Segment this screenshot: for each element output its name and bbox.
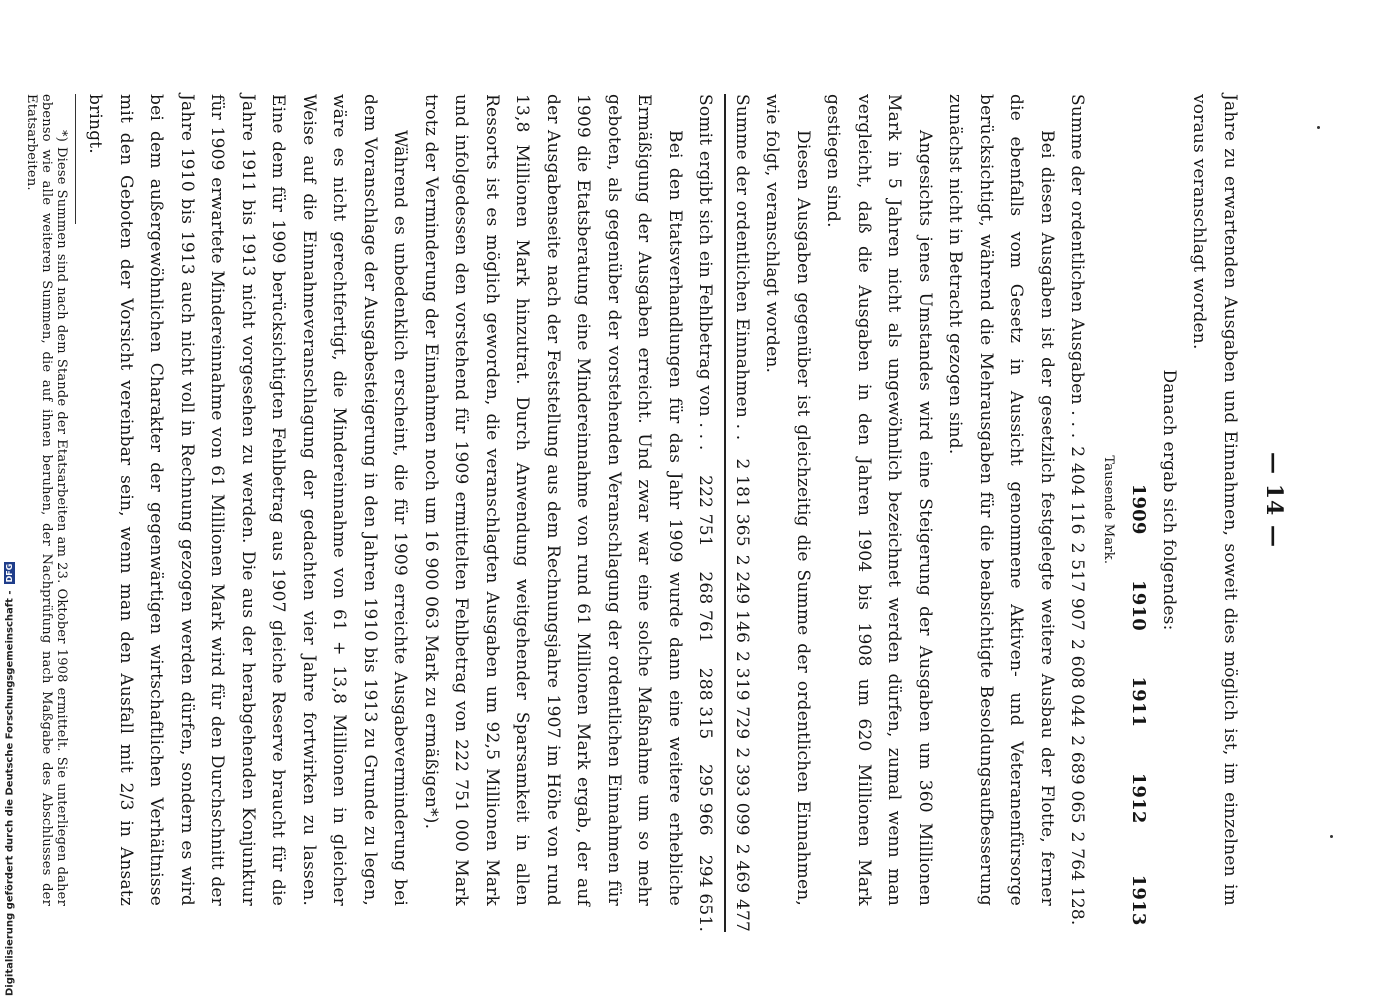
row-label: Summe der ordentlichen Einnahmen . . — [732, 94, 752, 441]
year-1909: 1909 — [1128, 483, 1150, 535]
paragraph: Diesen Ausgaben gegenüber ist gleichzeitig die Summe der ordentlichen Einnahmen, wie folgt, veranschlagt worden. — [762, 94, 813, 906]
table-rule — [721, 94, 726, 932]
expenses-table — [1062, 94, 1154, 926]
paragraph: Während es unbedenklich erscheint, die für 1909 erreichte Ausgabeverminderung bei dem Voranschlage der Ausgabesteigerung in den Jahren 1910 bis 1913 zu Grunde zu legen, wäre es nicht gerechtfertigt, die Mindereinnahme von 61 + 13,8 Millionen in gleicher Weise auf die Einnahmeveranschlagung der gedachten vier Jahre fortwirken zu lassen. Eine dem für 1909 berücksichtigten Fehlbetrag aus 1907 gleiche Reserve braucht für die Jahre 1911 bis 1913 nicht vorgesehen zu werden. Die aus der herabgehenden Konjunktur für 1909 erwartete Mindereinnahme von 61 Millionen Mark wird für den Durchschnitt der Jahre 1910 bis 1913 auch nicht voll in Rechnung gezogen werden dürfen, sondern es wird bei dem außergewöhnlichen Charakter der gegenwärtigen wirtschaftlichen Verhältnisse mit den Geboten der Vorsicht vereinbar sein, wenn man den Ausfall mit 2/3 in Ansatz bringt. — [85, 94, 411, 906]
table-cell: 2 608 044 — [1067, 638, 1088, 728]
table-cell: 288 315 — [695, 667, 716, 740]
page-body — [24, 94, 1245, 933]
year-1910: 1910 — [1128, 580, 1150, 631]
year-1911: 1911 — [1128, 676, 1150, 728]
intro-paragraph: Jahre zu erwartenden Ausgaben und Einnahmen, soweit dies möglich ist, im einzelnen im voraus veranschlagt worden. — [1189, 94, 1240, 906]
table-cell: 294 651. — [695, 854, 716, 933]
table-cell: 2 249 146 — [732, 554, 752, 644]
footnote-rule — [75, 94, 76, 224]
table-row — [1062, 94, 1093, 926]
unit-label: Tausende Mark. — [1101, 455, 1116, 565]
income-table — [690, 94, 757, 932]
table-cell: 2 393 099 — [732, 747, 752, 836]
footnote: *) Diese Summen sind nach dem Stande der Etatsarbeiten am 23. Oktober 1908 ermittelt. Sie unterliegen daher ebenso wie alle weiteren Summen, die auf ihnen beruhen, der Nachprüfung nach Maßgabe des Abschlusses der Etatsarbeiten. — [24, 94, 69, 906]
table-cell: 2 319 729 — [732, 651, 752, 740]
table-cell: 2 689 065 — [1067, 735, 1088, 824]
scan-speck — [1330, 835, 1333, 838]
table-cell: 268 761 — [695, 571, 716, 644]
paragraph: Bei diesen Ausgaben ist der gesetzlich festgelegte weitere Ausbau der Flotte, ferner die ebenfalls vom Gesetz in Aussicht genommene Aktiven- und Veteranenfürsorge berücksichtigt, während die Mehrausgaben für die beabsichtigte Besoldungsaufbesserung zunächst nicht in Betracht gezogen sind. — [945, 94, 1057, 906]
year-1913: 1913 — [1128, 874, 1150, 926]
table-row — [690, 94, 721, 932]
year-1912: 1912 — [1128, 772, 1150, 824]
digitization-text: Digitalisierung gefördert durch die Deutsche Forschungsgemeinschaft - — [4, 590, 16, 996]
page-number: — 14 — — [1261, 452, 1287, 548]
dfg-logo-icon: DFG — [5, 563, 14, 583]
table-row — [726, 94, 758, 932]
table-cell: 2 517 907 — [1067, 542, 1088, 631]
table-cell: 2 181 365 — [732, 458, 752, 547]
table-cell: 2 404 116 — [1067, 446, 1088, 535]
table-cell: 295 966 — [695, 764, 716, 836]
unit-row — [1093, 94, 1124, 926]
paragraph: Angesichts jenes Umstandes wird eine Steigerung der Ausgaben um 360 Millionen Mark in 5 Jahren nicht als ungewöhnlich bezeichnet werden dürfen, zumal wenn man vergleicht, daß die Ausgaben in den Jahren 1904 bis 1908 um 620 Millionen Mark gestiegen sind. — [823, 94, 935, 906]
table-cell: 222 751 — [695, 475, 716, 547]
table-cell: 2 764 128. — [1067, 831, 1088, 926]
row-label: Somit ergibt sich ein Fehlbetrag von . . . — [695, 94, 716, 451]
digitization-note — [4, 562, 16, 996]
table-cell: 2 469 477 — [732, 843, 752, 933]
year-header-row — [1123, 94, 1154, 926]
paragraph: Bei den Etatsverhandlungen für das Jahr 1909 wurde dann eine weitere erhebliche Ermäßigung der Ausgaben erreicht. Und zwar war eine solche Maßnahme um so mehr geboten, als gegenüber der vorstehenden Veranschlagung der ordentlichen Einnahmen für 1909 die Etatsberatung eine Mindereinnahme von rund 61 Millionen Mark ergab, der auf der Ausgabenseite nach der Feststellung aus dem Rechnungsjahre 1907 im Höhe von rund 13,8 Millionen Mark hinzutrat. Durch Anwendung weitgehender Sparsamkeit in allen Ressorts ist es möglich geworden, die veranschlagten Ausgaben um 92,5 Millionen Mark und infolgedessen den vorstehend für 1909 ermittelten Fehlbetrag von 222 751 000 Mark trotz der Verminderung der Einnahmen noch um 16 900 063 Mark zu ermäßigen*). — [421, 94, 685, 906]
danach-heading: Danach ergab sich folgendes: — [1159, 369, 1179, 631]
row-label: Summe der ordentlichen Ausgaben . . . — [1067, 94, 1088, 439]
scan-speck — [1317, 126, 1320, 129]
